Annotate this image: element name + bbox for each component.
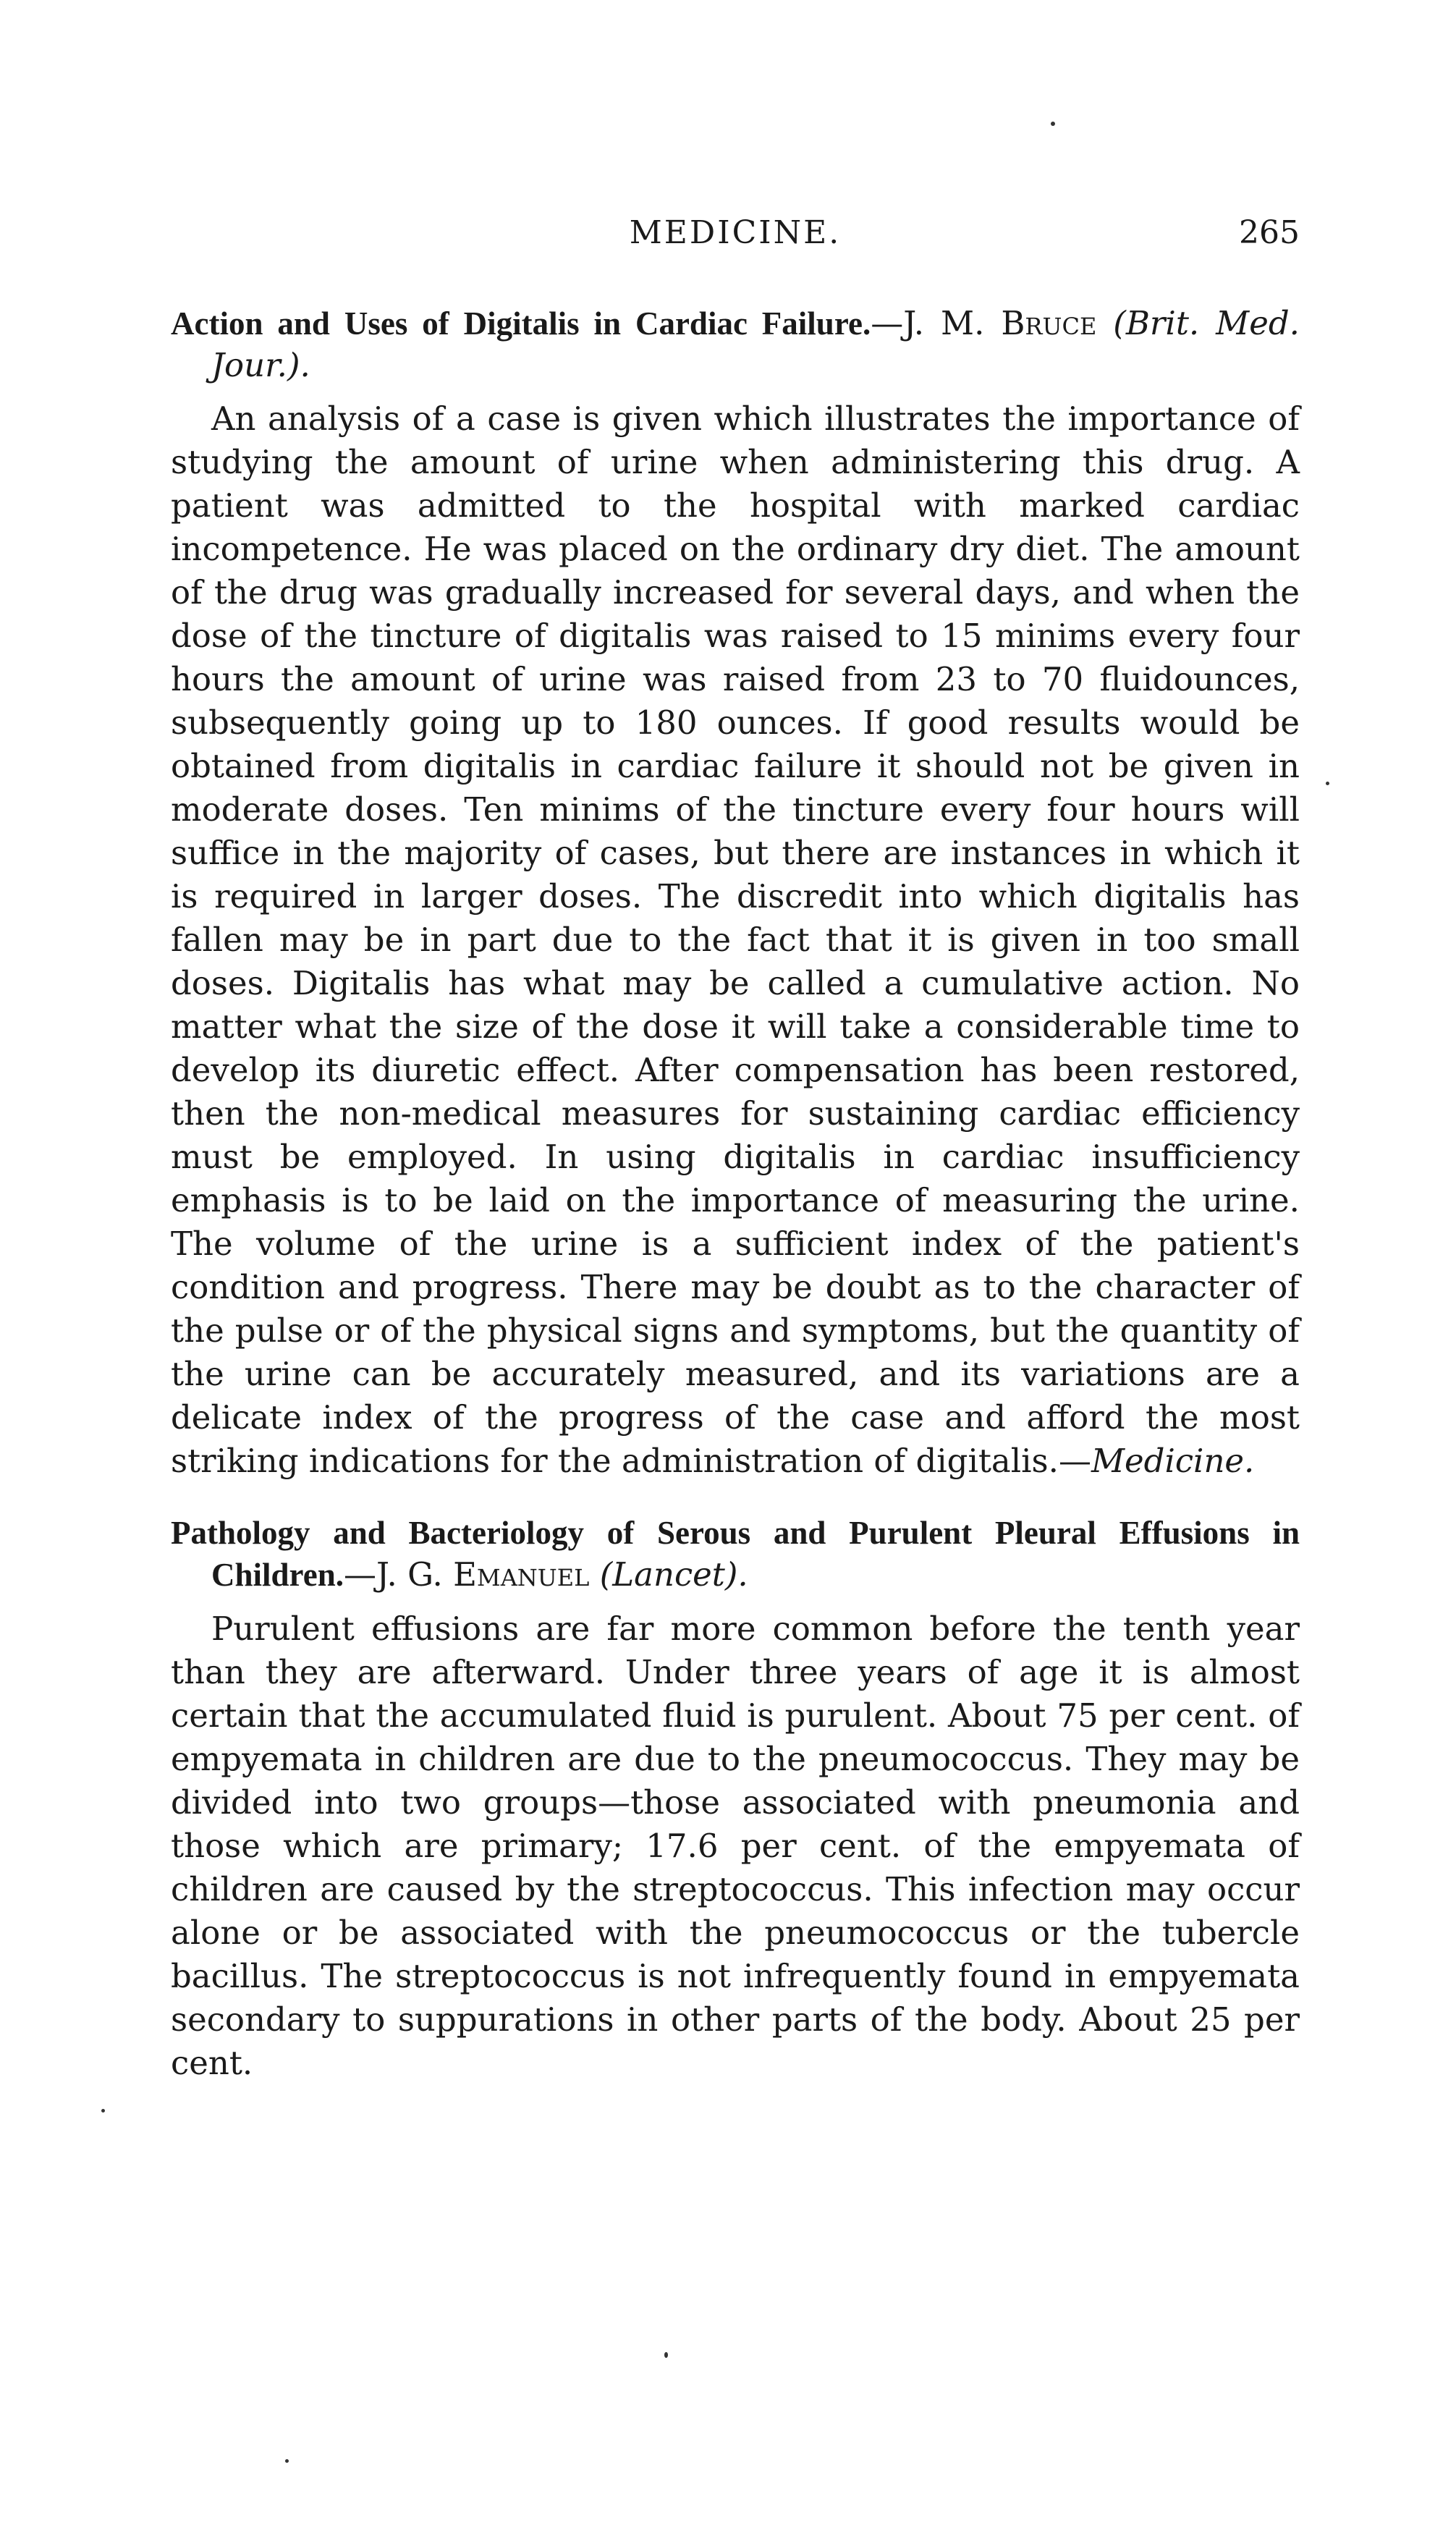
page-number: 265	[1239, 214, 1300, 251]
article-author: J. M. Bruce	[903, 304, 1097, 342]
running-title: MEDICINE.	[629, 214, 842, 251]
running-head	[171, 214, 1300, 258]
article-source: (Brit. Med. Jour.).	[211, 304, 1300, 384]
article-body	[171, 397, 1300, 1483]
heading-dash: —	[871, 304, 904, 342]
article-body-text: Purulent effusions are far more common before the tenth year than they are afterward. Under three years of age it is almost certain that the accumulated fluid is purulent. About 75 per cent. of empyemata in children are due to the pneumococcus. They may be divided into two groups—those associated with pneumonia and those which are primary; 17.6 per cent. of the empyemata of children are caused by the streptococcus. This infection may occur alone or be associated with the pneumococcus or the tubercle bacillus. The streptococcus is not infrequently found in empyemata secondary to suppurations in other parts of the body. About 25 per cent.	[171, 1610, 1300, 2082]
article-digitalis	[171, 303, 1300, 1483]
print-speck	[285, 2459, 289, 2463]
heading-dash: —	[343, 1555, 376, 1594]
article-title: Action and Uses of Digitalis in Cardiac Failure.	[171, 305, 871, 342]
print-speck	[101, 2109, 105, 2113]
article-source: (Lancet).	[599, 1555, 748, 1594]
article-author: J. G. Emanuel	[376, 1555, 590, 1594]
article-title: Pathology and Bacteriology of Serous and Purulent Pleural Effusions in Children.	[171, 1515, 1300, 1593]
body-end-dash: —	[1058, 1442, 1091, 1480]
article-body-text: An analysis of a case is given which illustrates the importance of studying the amount of urine when administering this drug. A patient was admitted to the hospital with marked cardiac incompetence. He was placed on the ordinary dry diet. The amount of the drug was gradually increased for several days, and when the dose of the tincture of digitalis was raised to 15 minims every four hours the amount of urine was raised from 23 to 70 fluidounces, subsequently going up to 180 ounces. If good results would be obtained from digitalis in cardiac failure it should not be given in moderate doses. Ten minims of the tincture every four hours will suffice in the majority of cases, but there are instances in which it is required in larger doses. The discredit into which digitalis has fallen may be in part due to the fact that it is given in too small doses. Digitalis has what may be called a cumulative action. No matter what the size of the dose it will take a considerable time to develop its diuretic effect. After compensation has been restored, then the non-medical measures for sustaining cardiac efficiency must be employed. In using digitalis in cardiac insufficiency emphasis is to be laid on the importance of measuring the urine. The volume of the urine is a sufficient index of the patient's condition and progress. There may be doubt as to the character of the pulse or of the physical signs and symptoms, but the quantity of the urine can be accurately measured, and its variations are a delicate index of the progress of the case and afford the most striking indications for the administration of digitalis.	[171, 399, 1300, 1480]
print-speck	[664, 2352, 668, 2358]
article-heading	[171, 303, 1300, 386]
article-body	[171, 1607, 1300, 2085]
page-content	[171, 303, 1300, 2085]
article-heading	[171, 1512, 1300, 1596]
print-speck	[1326, 782, 1329, 785]
body-end-source: Medicine.	[1091, 1442, 1255, 1480]
print-speck	[1051, 122, 1055, 126]
article-pleural-effusions	[171, 1512, 1300, 2085]
